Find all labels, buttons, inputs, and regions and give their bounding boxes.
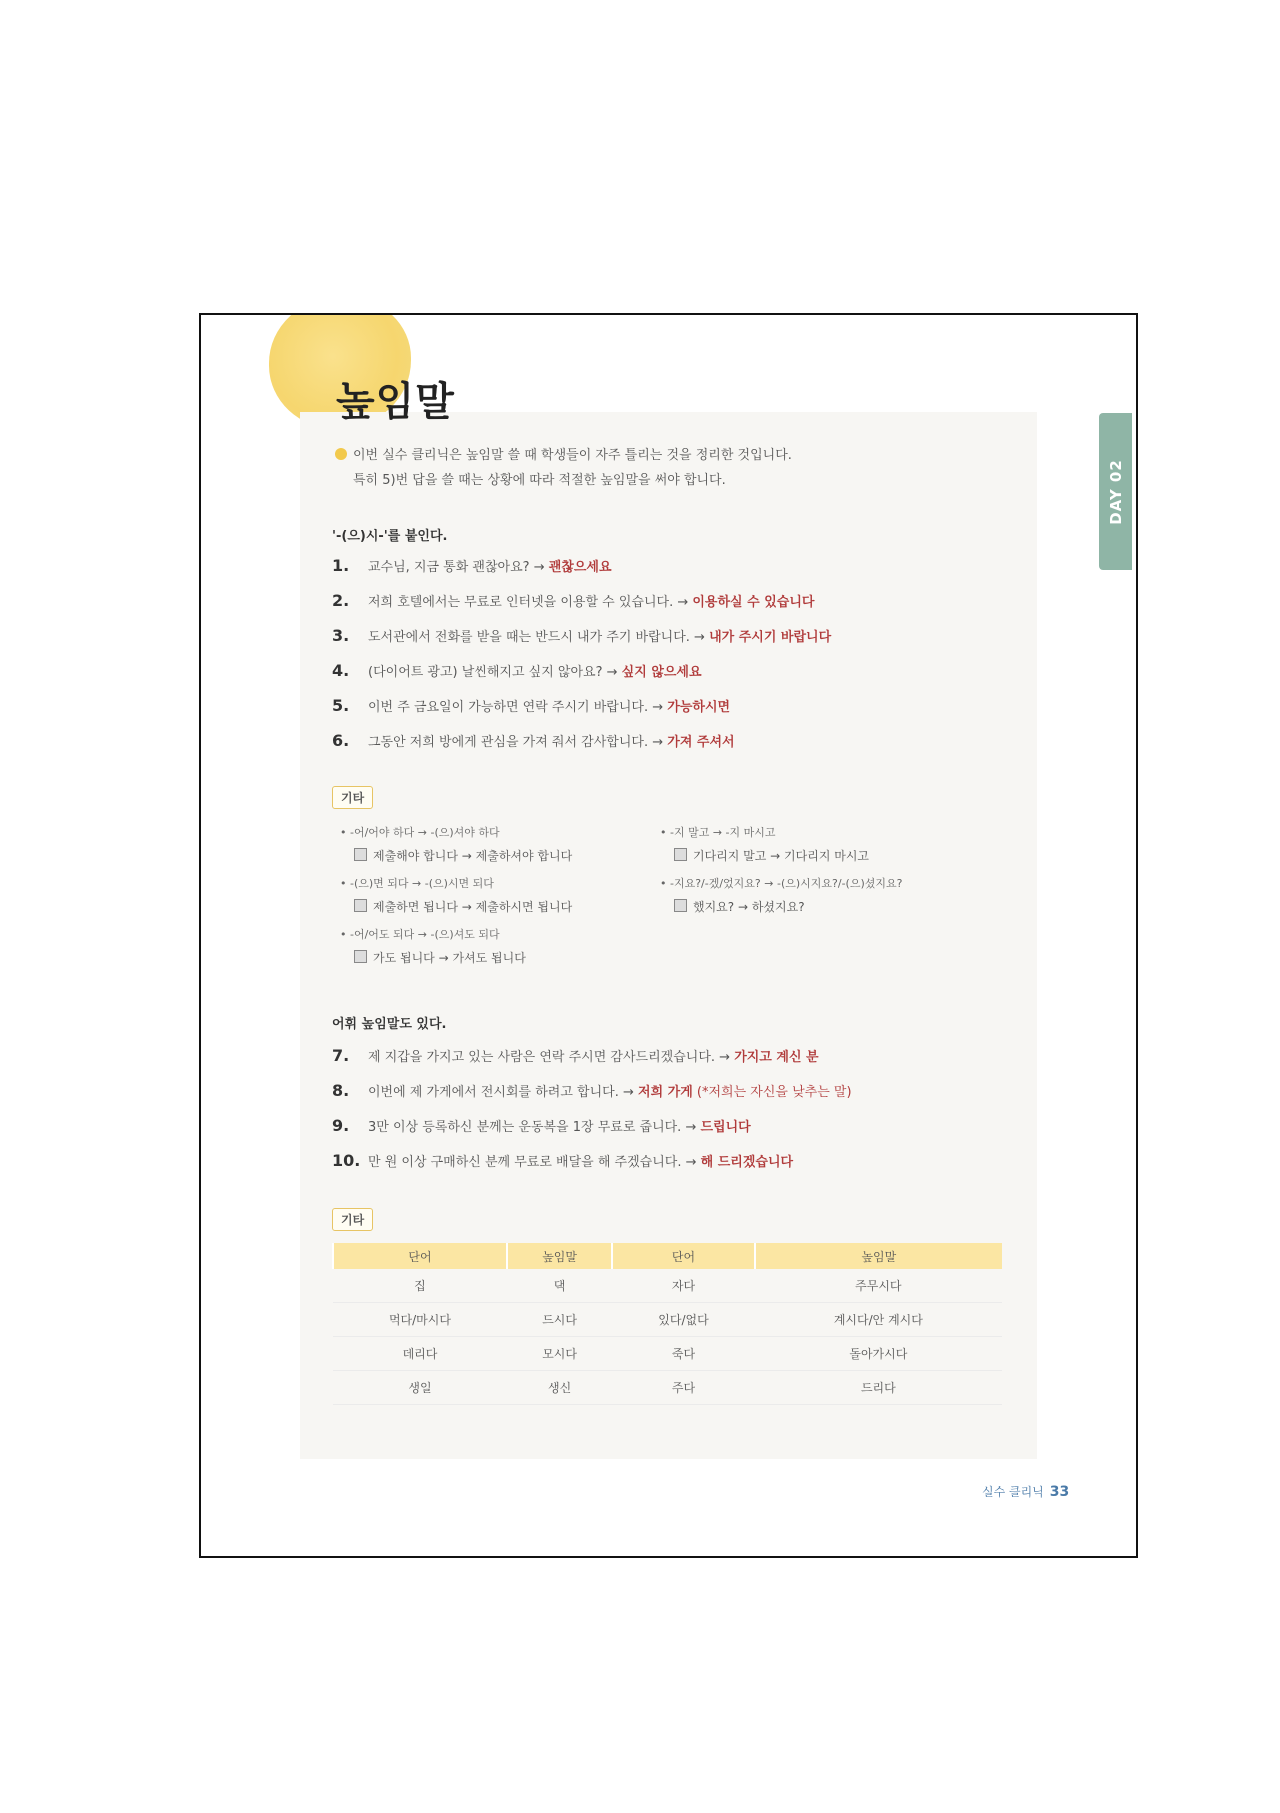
item-text: 이번에 제 가게에서 전시회를 하려고 합니다. → xyxy=(368,1085,634,1100)
item-text: 그동안 저희 방에게 관심을 가져 줘서 감사합니다. → xyxy=(368,735,664,750)
item-answer: 이용하실 수 있습니다 xyxy=(692,595,815,610)
item-text: (다이어트 광고) 날씬해지고 싶지 않아요? → xyxy=(368,665,618,680)
item-answer: 가지고 계신 분 xyxy=(734,1050,819,1065)
table-cell: 계시다/안 계시다 xyxy=(755,1303,1002,1337)
column-header: 단어 xyxy=(612,1243,754,1269)
item-answer: 내가 주시기 바랍니다 xyxy=(709,630,832,645)
example-text: 기다리지 말고 → 기다리지 마시고 xyxy=(693,849,870,863)
table-cell: 댁 xyxy=(507,1269,612,1303)
grammar-example xyxy=(354,898,572,915)
item-answer: 해 드리겠습니다 xyxy=(700,1155,794,1170)
list-item xyxy=(332,1081,852,1100)
etc-tag: 기타 xyxy=(332,786,373,809)
table-row xyxy=(333,1371,1002,1405)
document-page xyxy=(199,313,1138,1558)
intro-line-1: 이번 실수 클리닉은 높임말 쓸 때 학생들이 자주 틀리는 것을 정리한 것입니다. xyxy=(353,448,792,463)
grammar-rule: • -지 말고 → -지 마시고 xyxy=(660,826,776,839)
table-cell: 드시다 xyxy=(507,1303,612,1337)
day-tab-label: DAY 02 xyxy=(1106,458,1125,525)
list-item xyxy=(332,1116,751,1135)
item-number: 2. xyxy=(332,591,350,610)
column-header: 단어 xyxy=(333,1243,507,1269)
footer-label: 실수 클리닉 xyxy=(982,1485,1044,1499)
list-item xyxy=(332,591,814,610)
table-cell: 먹다/마시다 xyxy=(333,1303,507,1337)
table-cell: 자다 xyxy=(612,1269,754,1303)
item-number: 9. xyxy=(332,1116,350,1135)
table-row xyxy=(333,1303,1002,1337)
item-answer: 저희 가게 xyxy=(638,1085,693,1100)
day-tab xyxy=(1099,413,1132,570)
item-answer: 가능하시면 xyxy=(667,700,731,715)
bullet-dot-icon xyxy=(335,448,347,460)
grammar-example xyxy=(674,898,805,915)
item-answer: 가져 주셔서 xyxy=(667,735,735,750)
item-text: 도서관에서 전화를 받을 때는 반드시 내가 주기 바랍니다. → xyxy=(368,630,705,645)
list-item xyxy=(332,731,735,750)
list-item xyxy=(332,556,612,575)
item-answer: 괜찮으세요 xyxy=(548,560,612,575)
table-cell: 데리다 xyxy=(333,1337,507,1371)
etc-tag-2: 기타 xyxy=(332,1208,373,1231)
grammar-example xyxy=(354,949,526,966)
section-heading-2: 어휘 높임말도 있다. xyxy=(332,1017,447,1032)
example-text: 제출해야 합니다 → 제출하셔야 합니다 xyxy=(373,849,573,863)
table-cell: 주다 xyxy=(612,1371,754,1405)
example-text: 가도 됩니다 → 가셔도 됩니다 xyxy=(373,951,526,965)
item-number: 3. xyxy=(332,626,350,645)
example-box-icon xyxy=(354,950,367,963)
page-footer xyxy=(982,1483,1069,1500)
table-cell: 죽다 xyxy=(612,1337,754,1371)
item-text: 이번 주 금요일이 가능하면 연락 주시기 바랍니다. → xyxy=(368,700,664,715)
grammar-rule: • -어/어야 하다 → -(으)셔야 하다 xyxy=(340,826,500,839)
table-row xyxy=(333,1337,1002,1371)
item-text: 저희 호텔에서는 무료로 인터넷을 이용할 수 있습니다. → xyxy=(368,595,689,610)
grammar-rule: • -(으)면 되다 → -(으)시면 되다 xyxy=(340,877,494,890)
table-cell: 있다/없다 xyxy=(612,1303,754,1337)
item-number: 8. xyxy=(332,1081,350,1100)
list-item xyxy=(332,696,730,715)
page-number: 33 xyxy=(1049,1484,1070,1500)
table-cell: 생일 xyxy=(333,1371,507,1405)
example-box-icon xyxy=(674,899,687,912)
example-box-icon xyxy=(674,848,687,861)
item-number: 4. xyxy=(332,661,350,680)
page-title: 높임말 xyxy=(336,379,455,425)
item-text: 만 원 이상 구매하신 분께 무료로 배달을 해 주겠습니다. → xyxy=(368,1155,697,1170)
list-item xyxy=(332,626,831,645)
column-header: 높임말 xyxy=(507,1243,612,1269)
item-number: 6. xyxy=(332,731,350,750)
table-row xyxy=(333,1269,1002,1303)
vocabulary-table xyxy=(332,1243,1002,1405)
list-item xyxy=(332,1046,819,1065)
column-header: 높임말 xyxy=(755,1243,1002,1269)
example-text: 했지요? → 하셨지요? xyxy=(693,900,805,914)
example-box-icon xyxy=(354,848,367,861)
list-item xyxy=(332,1151,793,1170)
item-text: 3만 이상 등록하신 분께는 운동복을 1장 무료로 줍니다. → xyxy=(368,1120,697,1135)
grammar-rule: • -어/어도 되다 → -(으)셔도 되다 xyxy=(340,928,500,941)
item-number: 10. xyxy=(332,1151,361,1170)
grammar-rule: • -지요?/-겠/었지요? → -(으)시지요?/-(으)셨지요? xyxy=(660,877,903,890)
table-cell: 집 xyxy=(333,1269,507,1303)
grammar-example xyxy=(674,847,869,864)
example-box-icon xyxy=(354,899,367,912)
grammar-example xyxy=(354,847,572,864)
table-cell: 모시다 xyxy=(507,1337,612,1371)
section-heading-1: '-(으)시-'를 붙인다. xyxy=(332,529,448,544)
item-text: 제 지갑을 가지고 있는 사람은 연락 주시면 감사드리겠습니다. → xyxy=(368,1050,731,1065)
intro-line-2: 특히 5)번 답을 쓸 때는 상황에 따라 적절한 높임말을 써야 합니다. xyxy=(353,473,726,488)
table-cell: 주무시다 xyxy=(755,1269,1002,1303)
item-answer: 싶지 않으세요 xyxy=(621,665,702,680)
item-extra-note: (*저희는 자신을 낮추는 말) xyxy=(696,1085,852,1100)
item-number: 1. xyxy=(332,556,350,575)
table-header-row xyxy=(333,1243,1002,1269)
table-cell: 드리다 xyxy=(755,1371,1002,1405)
item-text: 교수님, 지금 통화 괜찮아요? → xyxy=(368,560,545,575)
item-number: 5. xyxy=(332,696,350,715)
table-cell: 돌아가시다 xyxy=(755,1337,1002,1371)
table-cell: 생신 xyxy=(507,1371,612,1405)
example-text: 제출하면 됩니다 → 제출하시면 됩니다 xyxy=(373,900,573,914)
list-item xyxy=(332,661,702,680)
intro-text xyxy=(335,443,792,493)
item-answer: 드립니다 xyxy=(700,1120,751,1135)
item-number: 7. xyxy=(332,1046,350,1065)
